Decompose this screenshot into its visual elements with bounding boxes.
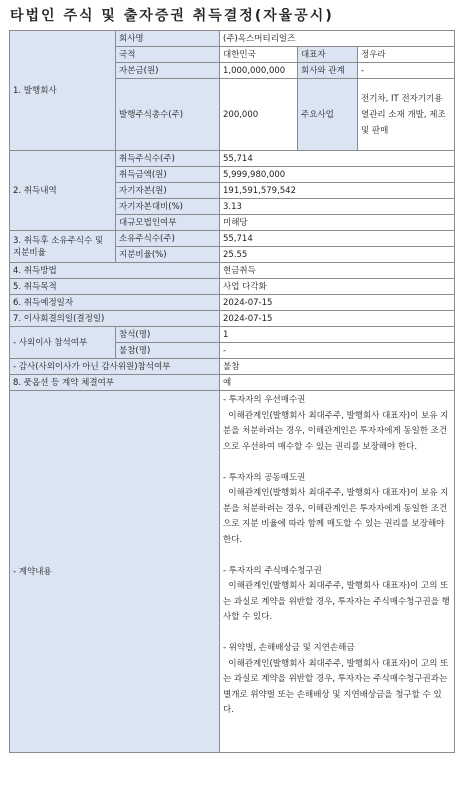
country-value: 대한민국 (220, 47, 298, 63)
table-row (10, 391, 455, 753)
acquired-shares-value: 55,714 (220, 151, 455, 167)
auditor-label: - 감사(사외이사가 아닌 감사위원)참석여부 (10, 359, 220, 375)
table-row (10, 359, 455, 375)
stake-ratio-label: 지분비율(%) (116, 247, 220, 263)
acquisition-amount-value: 5,999,980,000 (220, 167, 455, 183)
contract-content: - 투자자의 우선매수권 이해관계인(발행회사 최대주주, 발행회사 대표자)이 보유 지분을 처분하려는 경우, 이해관계인은 투자자에게 동일한 조건으로 우선하여 매수할 수 있는 권리를 보장해야 한다. - 투자자의 공동매도권 이해관계인(발행회사 최대주주, 발행회사 대표자)이 보유 지분을 처분하려는 경우, 이해관계인은 투자자에게 동일한 조건으로 지분 비율에 따라 함께 매도할 수 있는 권리를 보장해야 한다. - 투자자의 주식매수청구권 이해관계인(발행회사 최대주주, 발행회사 대표자)이 고의 또는 과실로 계약을 위반할 경우, 투자자는 주식매수청구권을 행사할 수 있다. - 위약벌, 손해배상금 및 지연손해금 이해관계인(발행회사 최대주주, 발행회사 대표자)이 고의 또는 과실로 계약을 위반할 경우, 투자자는 주식매수청구권과는 별개로 위약벌 또는 손해배상 및 지연배상금을 청구할 수 있다. (220, 391, 455, 753)
purpose-label: 5. 취득목적 (10, 279, 220, 295)
page-title: 타법인 주식 및 출자증권 취득결정(자율공시) (10, 8, 334, 24)
method-value: 현금취득 (220, 263, 455, 279)
stake-ratio-value: 25.55 (220, 247, 455, 263)
scheduled-date-value: 2024-07-15 (220, 295, 455, 311)
auditor-value: 불참 (220, 359, 455, 375)
table-row (10, 279, 455, 295)
disclosure-table (9, 30, 455, 753)
owned-shares-value: 55,714 (220, 231, 455, 247)
absent-label: 불참(명) (116, 343, 220, 359)
present-value: 1 (220, 327, 455, 343)
issuer-section-label: 1. 발행회사 (10, 31, 116, 151)
equity-ratio-value: 3.13 (220, 199, 455, 215)
capital-label: 자본금(원) (116, 63, 220, 79)
ceo-label: 대표자 (298, 47, 358, 63)
acquired-shares-label: 취득주식수(주) (116, 151, 220, 167)
purpose-value: 사업 다각화 (220, 279, 455, 295)
large-corp-label: 대규모법인여부 (116, 215, 220, 231)
main-business-value: 전기차, IT 전자기기용 열관리 소재 개발, 제조 및 판매 (358, 79, 455, 151)
present-label: 참석(명) (116, 327, 220, 343)
put-option-value: 예 (220, 375, 455, 391)
table-row (10, 375, 455, 391)
table-row (10, 31, 455, 47)
table-row (10, 263, 455, 279)
contract-label: - 계약내용 (10, 391, 220, 753)
table-row (10, 231, 455, 247)
relation-label: 회사와 관계 (298, 63, 358, 79)
outside-director-label: - 사외이사 참석여부 (10, 327, 116, 359)
absent-value: - (220, 343, 455, 359)
equity-ratio-label: 자기자본대비(%) (116, 199, 220, 215)
method-label: 4. 취득방법 (10, 263, 220, 279)
relation-value: - (358, 63, 455, 79)
large-corp-value: 미해당 (220, 215, 455, 231)
table-row (10, 327, 455, 343)
company-name-label: 회사명 (116, 31, 220, 47)
post-acquisition-label: 3. 취득후 소유주식수 및 지분비율 (10, 231, 116, 263)
table-row (10, 151, 455, 167)
acquisition-amount-label: 취득금액(원) (116, 167, 220, 183)
total-shares-value: 200,000 (220, 79, 298, 151)
capital-value: 1,000,000,000 (220, 63, 298, 79)
acquisition-section-label: 2. 취득내역 (10, 151, 116, 231)
ceo-value: 정우라 (358, 47, 455, 63)
scheduled-date-label: 6. 취득예정일자 (10, 295, 220, 311)
table-row (10, 311, 455, 327)
company-name-value: (주)옥스머티리얼즈 (220, 31, 455, 47)
put-option-label: 8. 풋옵션 등 계약 체결여부 (10, 375, 220, 391)
equity-label: 자기자본(원) (116, 183, 220, 199)
main-business-label: 주요사업 (298, 79, 358, 151)
country-label: 국적 (116, 47, 220, 63)
total-shares-label: 발행주식총수(주) (116, 79, 220, 151)
board-date-label: 7. 이사회결의일(결정일) (10, 311, 220, 327)
owned-shares-label: 소유주식수(주) (116, 231, 220, 247)
board-date-value: 2024-07-15 (220, 311, 455, 327)
table-row (10, 295, 455, 311)
equity-value: 191,591,579,542 (220, 183, 455, 199)
